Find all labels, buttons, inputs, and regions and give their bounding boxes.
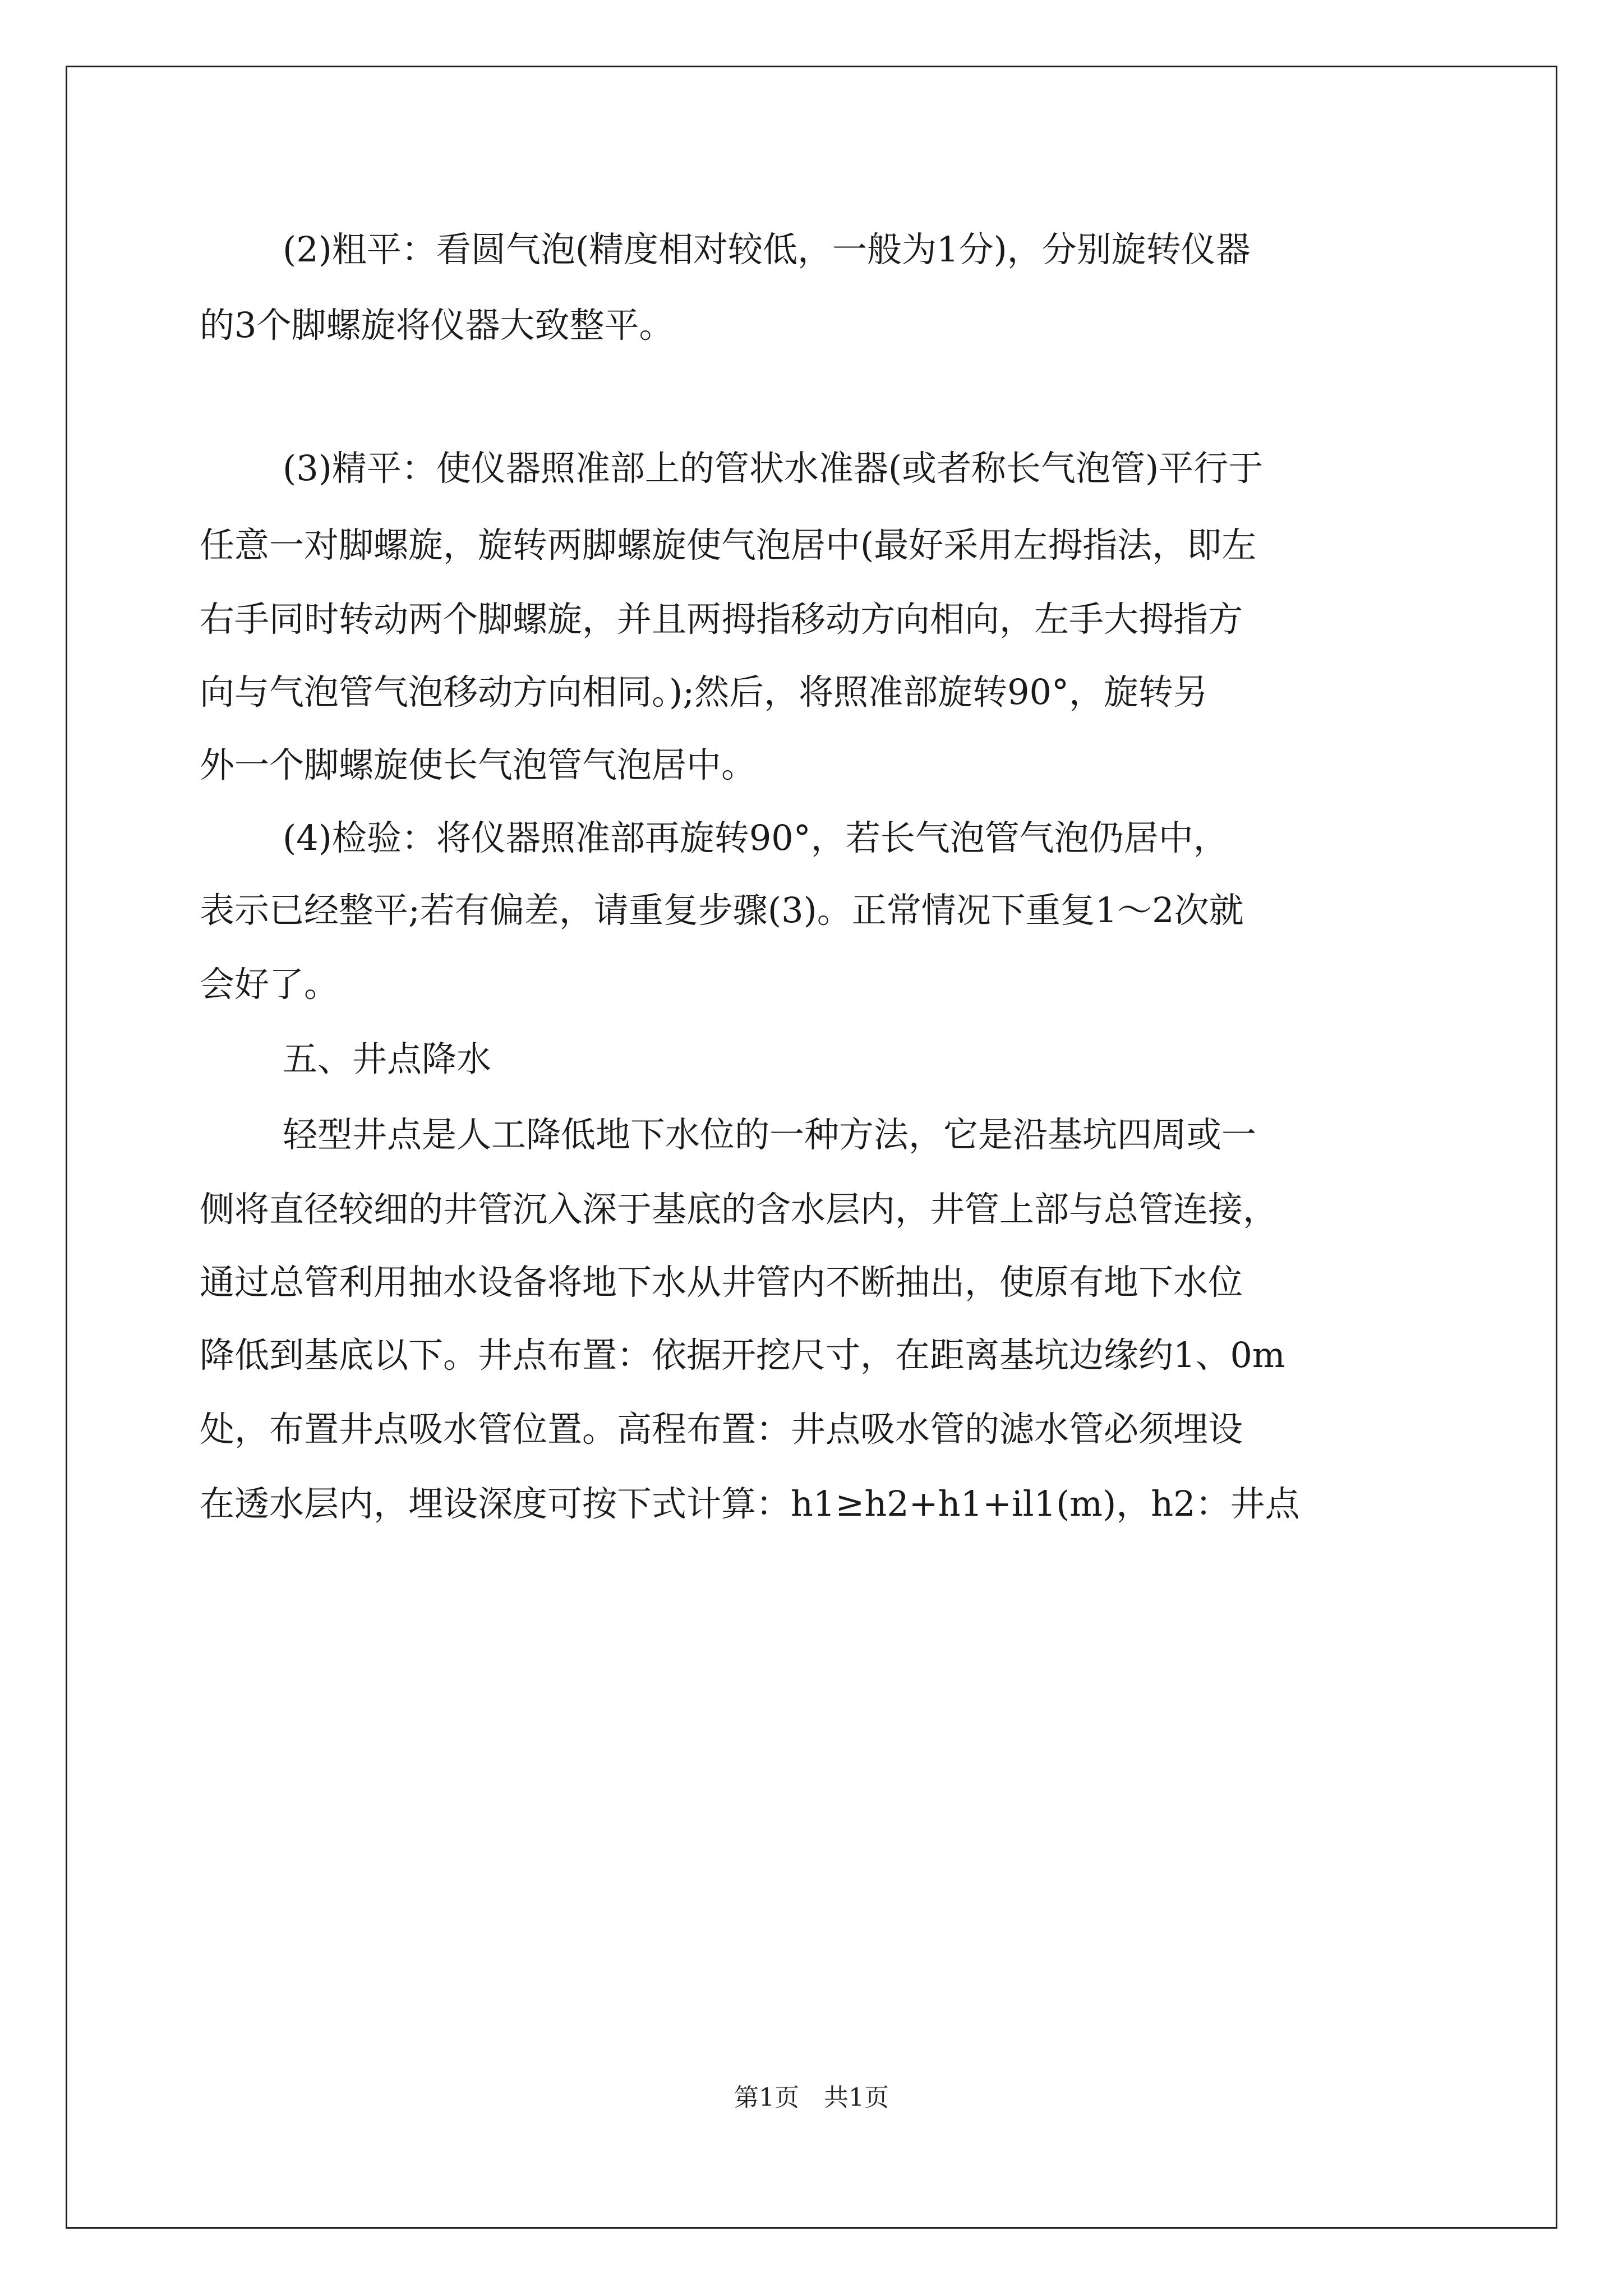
- paragraph-line: 轻型井点是人工降低地下水位的一种方法，它是沿基坑四周或一: [283, 1114, 1257, 1155]
- paragraph-line: 通过总管利用抽水设备将地下水从井管内不断抽出，使原有地下水位: [200, 1262, 1243, 1303]
- paragraph-line: 向与气泡管气泡移动方向相同。);然后，将照准部旋转90°，旋转另: [200, 671, 1208, 712]
- paragraph-line: (2)粗平：看圆气泡(精度相对较低，一般为1分)，分别旋转仪器: [283, 229, 1251, 270]
- paragraph-line: 外一个脚螺旋使长气泡管气泡居中。: [200, 744, 757, 785]
- paragraph-line: (4)检验：将仪器照准部再旋转90°，若长气泡管气泡仍居中，: [283, 817, 1228, 858]
- paragraph-line: 表示已经整平;若有偏差，请重复步骤(3)。正常情况下重复1～2次就: [200, 890, 1244, 931]
- section-heading: 五、井点降水: [283, 1038, 492, 1079]
- paragraph-line: 侧将直径较细的井管沉入深于基底的含水层内，井管上部与总管连接，: [200, 1189, 1278, 1230]
- paragraph-line: 右手同时转动两个脚螺旋，并且两拇指移动方向相向，左手大拇指方: [200, 599, 1243, 639]
- paragraph-line: (3)精平：使仪器照准部上的管状水准器(或者称长气泡管)平行于: [283, 448, 1264, 489]
- paragraph-line: 会好了。: [200, 964, 339, 1005]
- paragraph-line: 降低到基底以下。井点布置：依据开挖尺寸，在距离基坑边缘约1、0m: [200, 1335, 1285, 1375]
- paragraph-line: 处，布置井点吸水管位置。高程布置：井点吸水管的滤水管必须埋设: [200, 1409, 1243, 1450]
- paragraph-line: 的3个脚螺旋将仪器大致整平。: [200, 305, 674, 346]
- page-number: 第1页 共1页: [734, 2083, 889, 2112]
- paragraph-line: 在透水层内，埋设深度可按下式计算：h1≥h2+h1+il1(m)，h2：井点: [200, 1483, 1300, 1524]
- paragraph-line: 任意一对脚螺旋，旋转两脚螺旋使气泡居中(最好采用左拇指法，即左: [200, 524, 1257, 565]
